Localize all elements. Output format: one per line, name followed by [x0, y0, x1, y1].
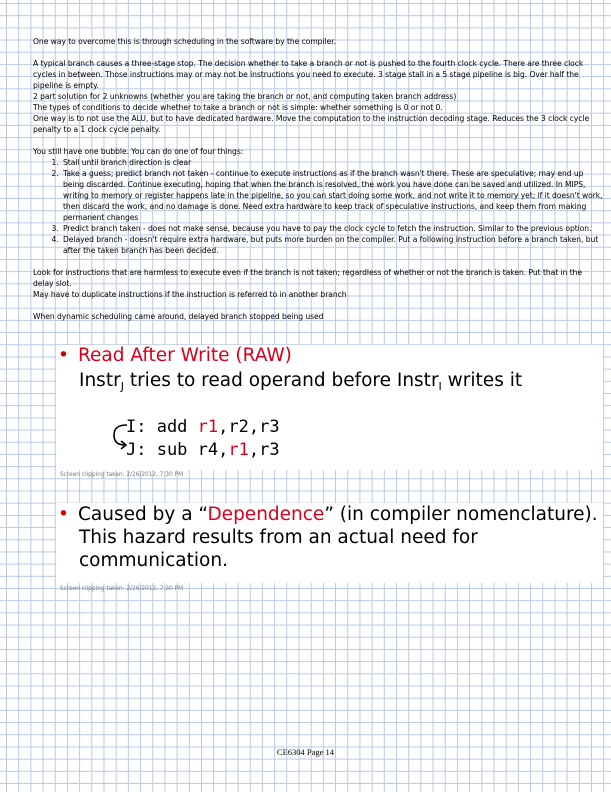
raw-description: Instr$_J$ tries to read operand before Instr$_I$ writes it	[79, 370, 523, 393]
one-bubble-paragraph: You still have one bubble. You can do one of four things:	[33, 147, 244, 156]
register-r1: r1	[197, 417, 219, 437]
list-item: 1. Stall until branch direction is clear	[61, 157, 603, 168]
bullet-icon: •	[58, 345, 69, 366]
code-line-j: J: sub r4,r1,r3	[126, 440, 280, 460]
raw-heading	[58, 345, 292, 367]
clipping-caption: Screen clipping taken: 2/26/2012, 7:30 PM	[60, 586, 184, 592]
dynamic-paragraph: When dynamic scheduling came around, delayed branch stopped being used	[33, 312, 324, 321]
two-part-paragraph: 2 part solution for 2 unknowns (whether you are taking the branch or not, and computing taken branch address)	[33, 92, 457, 101]
page-footer: CE6304 Page 14	[276, 747, 335, 757]
branch-paragraph: A typical branch causes a three-stage stop. The decision whether to take a branch or not is pushed to the fourth clock cycle. There are three clock cycles in between. Those instructions may or may not be instructions you need to execute. 3 stage stall in a 5 stage pipeline is big. Over half the pipeline is empty.	[33, 59, 584, 90]
screen-clipping-dependence	[56, 503, 603, 583]
dependence-line-3: communication.	[79, 550, 228, 571]
notes-body	[33, 36, 603, 322]
conditions-paragraph: The types of conditions to decide whether to take a branch or not is simple: whether something is 0 or not 0.	[33, 103, 443, 112]
intro-paragraph: One way to overcome this is through scheduling in the software by the compiler.	[33, 37, 336, 46]
register-r1: r1	[228, 440, 249, 460]
harmless-paragraph: Look for instructions that are harmless to execute even if the branch is not taken; regardless of whether or not the branch is taken. Put that in the delay slot.	[33, 268, 583, 288]
clipping-caption: Screen clipping taken: 2/26/2012, 7:30 PM	[60, 472, 184, 478]
list-item: 2. Take a guess; predict branch not taken - continue to execute instructions as if the branch wasn't there. These are speculative; may end up being discarded. Continue executing, hoping that when the branch is resolved, the work you have done can be saved and utilized. In MIPS, writing to memory or register happens late in the pipeline, so you can start doing some work, and not write it to memory yet; if it doesn't work, then discard the work, and no damage is done. Need extra hardware to keep track of speculative instructions, and keep them from making permanent changes	[61, 168, 603, 223]
dependence-line-1: • Caused by a “Dependence” (in compiler nomenclature).	[58, 504, 598, 525]
subscript-j: J	[120, 380, 124, 393]
list-item: 3. Predict branch taken - does not make sense, because you have to pay the clock cycle to fetch the instruction. Similar to the previous option.	[61, 223, 603, 234]
list-item: 4. Delayed branch - doesn't require extra hardware, but puts more burden on the compiler. Put a following instruction before a branch taken, but after the taken branch has been decided.	[61, 234, 603, 256]
duplicate-paragraph: May have to duplicate instructions if the instruction is referred to in another branch	[33, 290, 347, 299]
dependence-line-2: This hazard results from an actual need for	[79, 527, 478, 548]
subscript-i: I	[438, 380, 442, 393]
code-line-i: I: add r1,r2,r3	[126, 417, 280, 437]
bullet-icon: •	[58, 504, 69, 525]
alu-paragraph: One way is to not use the ALU, but to have dedicated hardware. Move the computation to the instruction decoding stage. Reduces the 3 clock cycle penalty to a 1 clock cycle penalty.	[33, 114, 590, 134]
dependence-highlight: Dependence	[207, 504, 325, 525]
options-list	[33, 157, 603, 256]
raw-title: Read After Write (RAW)	[78, 345, 292, 366]
screen-clipping-raw	[56, 345, 603, 470]
